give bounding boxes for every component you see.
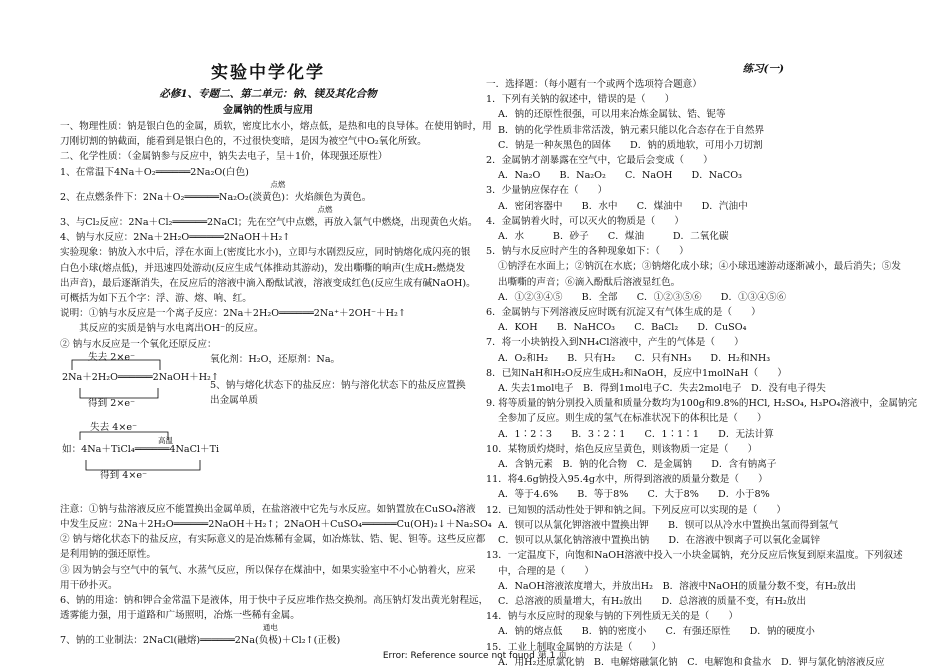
question-stem: 1．下列有关钠的叙述中，错误的是（ ） [486, 94, 675, 106]
question-options: A．1∶2∶3 B．3∶2∶1 C．1∶1∶1 D．无法计算 [498, 428, 774, 440]
question-list [486, 92, 918, 670]
question-stem: 11．将4.6g钠投入95.4g水中，所得到溶液的质量分数是（ ） [486, 474, 768, 486]
agents-note: 氧化剂：H₂O，还原剂：Na。 [210, 353, 341, 365]
question-options: A．NaOH溶液浓度增大，并放出H₂ B．溶液中NaOH的质量分数不变，有H₂放出 [498, 580, 857, 592]
text-line: ③ 因为钠会与空气中的氧气、水蒸气反应，所以保存在煤油中，如果实验室中不小心钠着火，应采 [60, 564, 476, 576]
page-footer: Error: Reference source not found 第 1 页 [382, 651, 568, 661]
reaction-2 [60, 179, 476, 205]
question-stem: 5．钠与水反应时产生的各种现象如下：（ ） [486, 246, 689, 258]
reaction-3-right: ══════2NaCl；先在空气中点燃，再放入氯气中燃烧，出现黄色火焰。 [172, 217, 478, 229]
reaction-4: 4、钠与水反应：2Na＋2H₂O══════2NaOH＋H₂↑ [60, 232, 291, 244]
question-stem: 7．将一小块钠投入到NH₄Cl溶液中，产生的气体是（ ） [486, 337, 744, 349]
question-options: A．用H₂还原氯化钠 B．电解熔融氯化钠 C．电解饱和食盐水 D．钾与氯化钠溶液反应 [498, 656, 885, 668]
exercise-title: 练习(一) [742, 63, 784, 75]
reaction-condition: 通电 [262, 623, 278, 633]
question-options: A．O₂和H₂ B．只有H₂ C．只有NH₃ D．H₂和NH₃ [498, 352, 771, 364]
reaction-3-left: 3、与Cl₂反应：2Na＋Cl₂ [60, 217, 173, 229]
question-stem: 4．金属钠着火时，可以灭火的物质是（ ） [486, 215, 684, 227]
redox-diagram [60, 352, 476, 502]
question-options: C．钡可以从氯化钠溶液中置换出钠 D．在溶液中钡离子可以氧化金属锌 [498, 535, 821, 547]
question-stem: 3．少量钠应保存在（ ） [486, 185, 608, 197]
question-options: 全参加了反应。则生成的氢气在标准状况下的体积比是（ ） [498, 413, 767, 425]
text-line: 是利用钠的强还原性。 [60, 549, 156, 561]
reaction-condition: 点燃 [317, 205, 333, 215]
question-options: A．含钠元素 B．钠的化合物 C．是金属钠 D．含有钠离子 [498, 459, 777, 471]
reaction-1: 1、在常温下4Na＋O₂══════2Na₂O(白色) [60, 166, 249, 178]
reaction-7-left: 7、钠的工业制法：2NaCl(融熔) [60, 635, 201, 647]
question-options: A．①②③④⑤ B．全部 C．①②③⑤⑥ D．①③④⑤⑥ [498, 291, 787, 303]
question-stem: 6．金属钠与下列溶液反应时既有沉淀又有气体生成的是（ ） [486, 307, 761, 319]
text-line: ② 钠与熔化状态下的盐反应，有实际意义的是冶炼稀有金属，如冶炼钛、锆、铌、钽等。这些反应都 [60, 534, 486, 546]
gain-electrons-label: 得到 2×e⁻ [88, 397, 136, 409]
question-options: C．钠是一种灰黑色的固体 D．钠的质地软，可用小刀切割 [498, 139, 763, 151]
text-line: 可概括为如下五个字：浮、游、熔、响、红。 [60, 293, 252, 305]
text-line: 出声音)，最后逐渐消失，在反应后的溶液中滴入酚酞试液，溶液变成红色(反应生成有碱NaOH)。 [60, 277, 476, 289]
question-options: A．密闭容器中 B．水中 C．煤油中 D．汽油中 [498, 200, 748, 212]
text-line: 其反应的实质是钠与水电离出OH⁻的反应。 [60, 323, 264, 335]
question-options: A．钠的还原性很强，可以用来冶炼金属钛、锆、铌等 [498, 109, 726, 121]
text-line: 一、物理性质：钠是银白色的金属，质软，密度比水小，熔点低，是热和电的良导体。在使用钠时，用 [60, 121, 492, 132]
right-column [486, 62, 918, 670]
redox-equation: 2Na＋2H₂O══════2NaOH＋H₂↑ [62, 371, 219, 383]
reaction-7-right: ══════2Na(负极)＋Cl₂↑(正极) [200, 635, 341, 647]
question-options: A．等于4.6% B．等于8% C．大于8% D．小于8% [498, 489, 770, 501]
text-line: 用干砂扑灭。 [60, 579, 118, 591]
exercise-intro: 一．选择题：（每小题有一个或两个选项符合题意） [486, 79, 702, 90]
text-line: 刀刚切割的钠截面，能看到是银白色的，不过很快变暗，是因为被空气中O₂氧化所致。 [60, 136, 427, 148]
question-options: A．钡可以从氯化钾溶液中置换出钾 B．钡可以从冷水中置换出氢而得到氢气 [498, 519, 839, 531]
question-options: A. 失去1mol电子 B．得到1mol电子C．失去2mol电子 D．没有电子得失 [498, 383, 826, 395]
question-stem: 13．一定温度下，向饱和NaOH溶液中投入一小块金属钠，充分反应后恢复到原来温度。下列叙述 [486, 550, 903, 562]
question-options: B．钠的化学性质非常活泼，钠元素只能以化合态存在于自然界 [498, 124, 765, 136]
text-line: 二、化学性质：（金属钠参与反应中，钠失去电子，呈＋1价，体现强还原性） [60, 151, 388, 163]
question-options: A．KOH B．NaHCO₃ C．BaCl₂ D．CuSO₄ [498, 322, 747, 334]
unit-subtitle: 必修1、专题二、第二单元：钠、镁及其化合物 [159, 88, 377, 100]
question-options: A．Na₂O B．Na₂O₂ C．NaOH D．NaCO₃ [498, 170, 742, 182]
text-line: 6、钠的用途：钠和钾合金常温下是液体，用于快中子反应堆作热交换剂。高压钠灯发出黄光射程远， [60, 595, 489, 607]
reaction-condition: 高温 [158, 435, 173, 445]
section-heading: 金属钠的性质与应用 [223, 105, 313, 116]
reaction-2-right: ══════Na₂O₂(淡黄色)：火焰颜色为黄色。 [184, 191, 372, 203]
reaction-3 [60, 205, 478, 230]
question-stem: 8．已知NaH和H₂O反应生成H₂和NaOH，反应中1molNaH（ ） [486, 367, 787, 379]
gain-electrons-label: 得到 4×e⁻ [100, 469, 148, 481]
text-line: ② 钠与水反应是一个氧化还原反应： [60, 338, 217, 350]
lose-electrons-label: 失去 4×e⁻ [90, 421, 138, 433]
question-options: A．水 B．砂子 C．煤油 D．二氧化碳 [498, 231, 729, 243]
text-line: 白色小球(熔点低)，并迅速四处游动(反应生成气体推动其游动)，发出嘶嘶的响声(生成H₂燃烧发 [60, 262, 466, 274]
page-title: 实验中学化学 [211, 63, 325, 83]
question-stem: 14．钠与水反应时的现象与钠的下列性质无关的是（ ） [486, 611, 739, 623]
redox-equation: 如：4Na＋TiCl₄══════4NaCl＋Ti [62, 443, 220, 455]
question-options: C．总溶液的质量增大，有H₂放出 D．总溶液的质量不变，有H₂放出 [498, 595, 807, 607]
question-options: 出嘶嘶的声音；⑥滴入酚酞后溶液显红色。 [498, 276, 681, 288]
text-line: 注意：①钠与盐溶液反应不能置换出金属单质，在盐溶液中它先与水反应。如钠置放在CuSO₄溶液 [60, 503, 476, 515]
text-line: 5、钠与熔化状态下的盐反应：钠与溶化状态下的盐反应置换 [210, 379, 466, 391]
question-options: 中，合理的是（ ） [498, 565, 594, 577]
text-line: 说明：①钠与水反应是一个离子反应：2Na＋2H₂O══════2Na⁺＋2OH⁻＋H₂↑ [60, 308, 406, 320]
question-stem: 12．已知钡的活动性处于钾和钠之间。下列反应可以实现的是（ ） [486, 504, 787, 516]
question-stem: 2．金属钠才剖暴露在空气中，它最后会变成（ ） [486, 155, 713, 167]
lose-electrons-label: 失去 2×e⁻ [88, 351, 136, 363]
text-line: 出金属单质 [210, 394, 258, 406]
reaction-2-left: 2、在点燃条件下：2Na＋O₂ [60, 191, 185, 203]
text-line: 中发生反应：2Na＋2H₂O══════2NaOH＋H₂↑；2NaOH＋CuSO₄══════Cu(OH)₂↓＋Na₂SO₄ [60, 519, 492, 531]
question-stem: 9. 将等质量的钠分别投入质量和质量分数均为100g和9.8%的HCl, H₂SO₄, H₃PO₄溶液中，金属钠完 [486, 398, 918, 410]
question-stem: 15．工业上制取金属钠的方法是（ ） [486, 641, 662, 653]
question-options: ①钠浮在水面上；②钠沉在水底；③钠熔化成小球；④小球迅速游动逐渐减小，最后消失；⑤发 [498, 261, 901, 273]
reaction-condition: 点燃 [270, 179, 286, 189]
left-column [60, 56, 492, 649]
text-line: 透雾能力强，用于道路和广场照明，冶炼一些稀有金属。 [60, 610, 300, 622]
question-stem: 10．某物质灼烧时，焰色反应呈黄色，则该物质一定是（ ） [486, 443, 758, 455]
reaction-7 [60, 623, 476, 648]
text-line: 实验现象：钠放入水中后，浮在水面上(密度比水小)，立即与水剧烈反应，同时钠熔化成闪亮的银 [60, 247, 471, 259]
question-options: A．钠的熔点低 B．钠的密度小 C．有强还原性 D．钠的硬度小 [498, 626, 815, 638]
